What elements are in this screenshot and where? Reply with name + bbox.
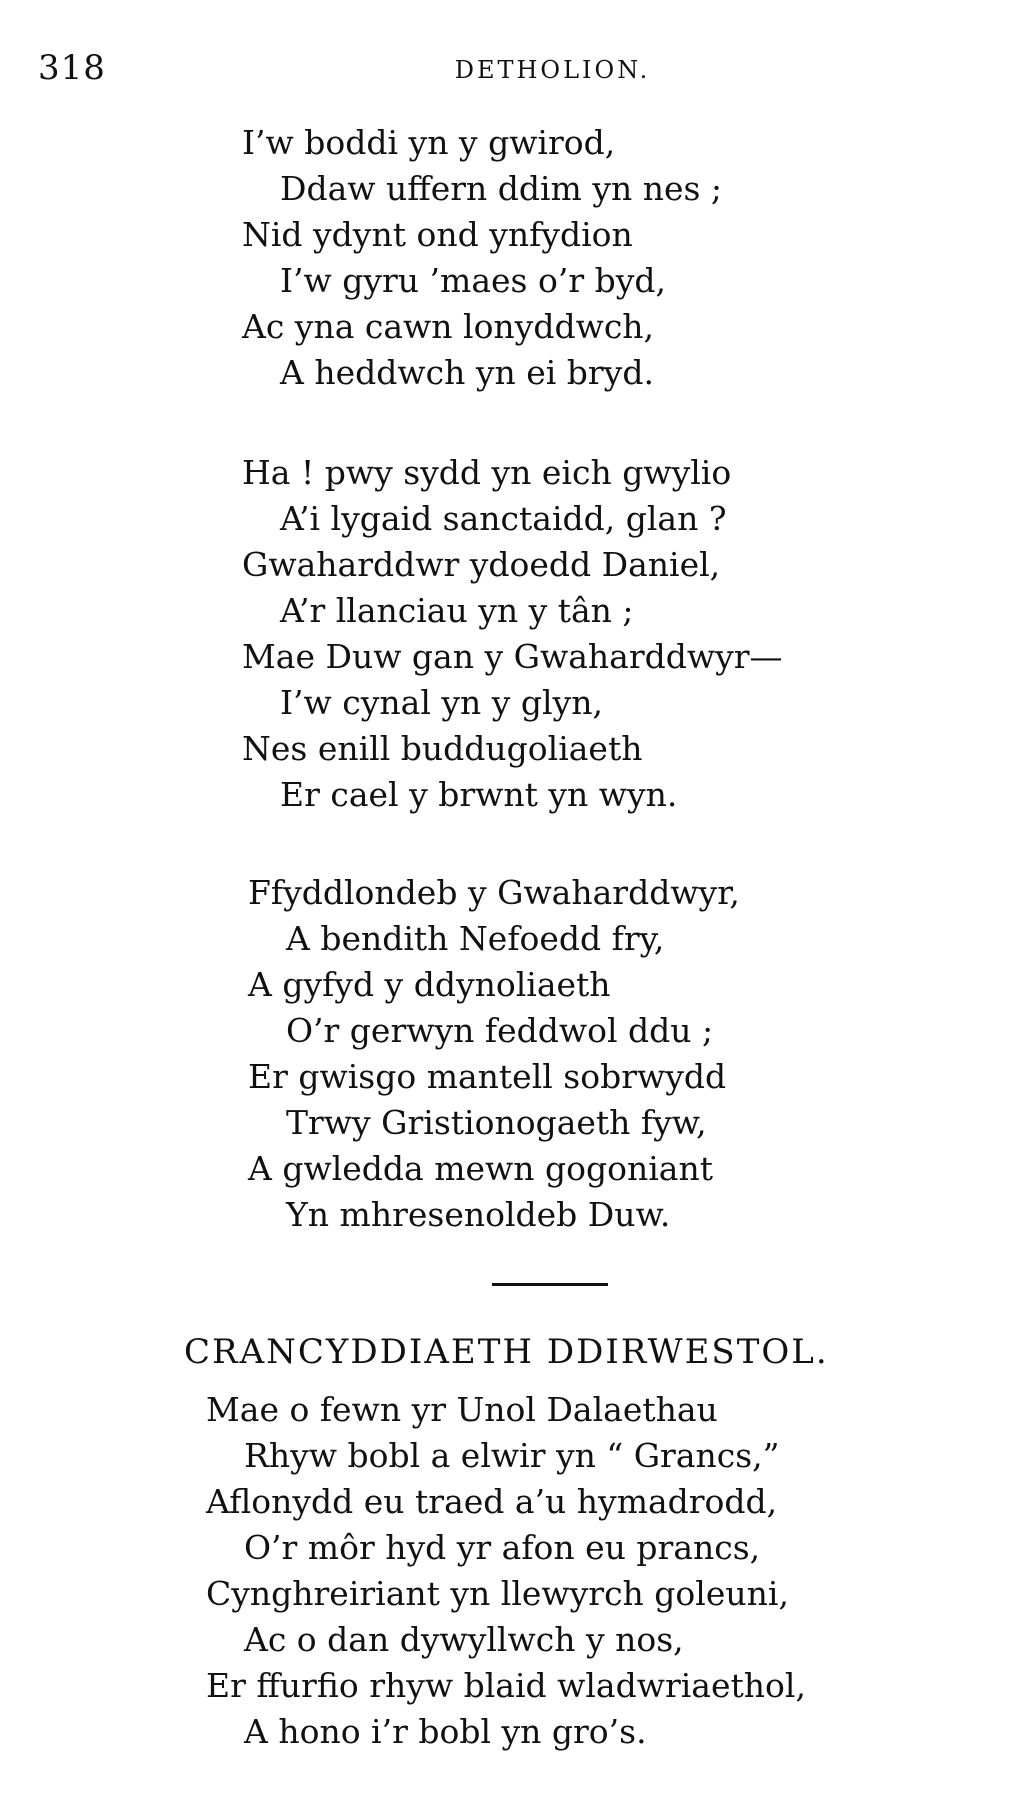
verse-line: Nid ydynt ond ynfydion bbox=[242, 215, 633, 254]
verse-line: Aflonydd eu traed a’u hymadrodd, bbox=[206, 1482, 778, 1521]
stanza-4 bbox=[206, 1387, 806, 1755]
poem-title: CRANCYDDIAETH DDIRWESTOL. bbox=[184, 1332, 829, 1372]
verse-line: Mae Duw gan y Gwaharddwyr— bbox=[242, 637, 783, 676]
verse-line: Ffyddlondeb y Gwaharddwyr, bbox=[248, 873, 740, 912]
verse-line: A’r llanciau yn y tân ; bbox=[280, 591, 634, 630]
verse-line: Cynghreiriant yn llewyrch goleuni, bbox=[206, 1574, 789, 1613]
verse-line: O’r gerwyn feddwol ddu ; bbox=[286, 1011, 714, 1050]
verse-line: Gwaharddwr ydoedd Daniel, bbox=[242, 545, 721, 584]
verse-line: A’i lygaid sanctaidd, glan ? bbox=[280, 499, 727, 538]
verse-line: Mae o fewn yr Unol Dalaethau bbox=[206, 1390, 718, 1429]
stanza-3 bbox=[248, 870, 740, 1238]
verse-line: O’r môr hyd yr afon eu prancs, bbox=[244, 1528, 761, 1567]
verse-line: Rhyw bobl a elwir yn “ Grancs,” bbox=[244, 1436, 780, 1475]
verse-line: Er ffurfio rhyw blaid wladwriaethol, bbox=[206, 1666, 806, 1705]
verse-line: A hono i’r bobl yn gro’s. bbox=[244, 1712, 647, 1751]
running-title: DETHOLION. bbox=[454, 56, 651, 84]
section-divider bbox=[492, 1283, 608, 1286]
verse-line: Er gwisgo mantell sobrwydd bbox=[248, 1057, 727, 1096]
verse-line: Ha ! pwy sydd yn eich gwylio bbox=[242, 453, 732, 492]
verse-line: Ac yna cawn lonyddwch, bbox=[242, 307, 655, 346]
verse-line: Nes enill buddugoliaeth bbox=[242, 729, 643, 768]
verse-line: I’w cynal yn y glyn, bbox=[280, 683, 603, 722]
verse-line: Ddaw uffern ddim yn nes ; bbox=[280, 169, 723, 208]
verse-line: Er cael y brwnt yn wyn. bbox=[280, 775, 678, 814]
verse-line: Yn mhresenoldeb Duw. bbox=[286, 1195, 671, 1234]
verse-line: A gyfyd y ddynoliaeth bbox=[248, 965, 611, 1004]
stanza-1 bbox=[242, 120, 722, 396]
verse-line: I’w gyru ’maes o’r byd, bbox=[280, 261, 666, 300]
verse-line: A heddwch yn ei bryd. bbox=[280, 353, 654, 392]
verse-line: A gwledda mewn gogoniant bbox=[248, 1149, 713, 1188]
verse-line: Ac o dan dywyllwch y nos, bbox=[244, 1620, 684, 1659]
verse-line: A bendith Nefoedd fry, bbox=[286, 919, 665, 958]
verse-line: Trwy Gristionogaeth fyw, bbox=[286, 1103, 707, 1142]
verse-line: I’w boddi yn y gwirod, bbox=[242, 123, 616, 162]
stanza-2 bbox=[242, 450, 783, 818]
page-number: 318 bbox=[38, 48, 106, 88]
